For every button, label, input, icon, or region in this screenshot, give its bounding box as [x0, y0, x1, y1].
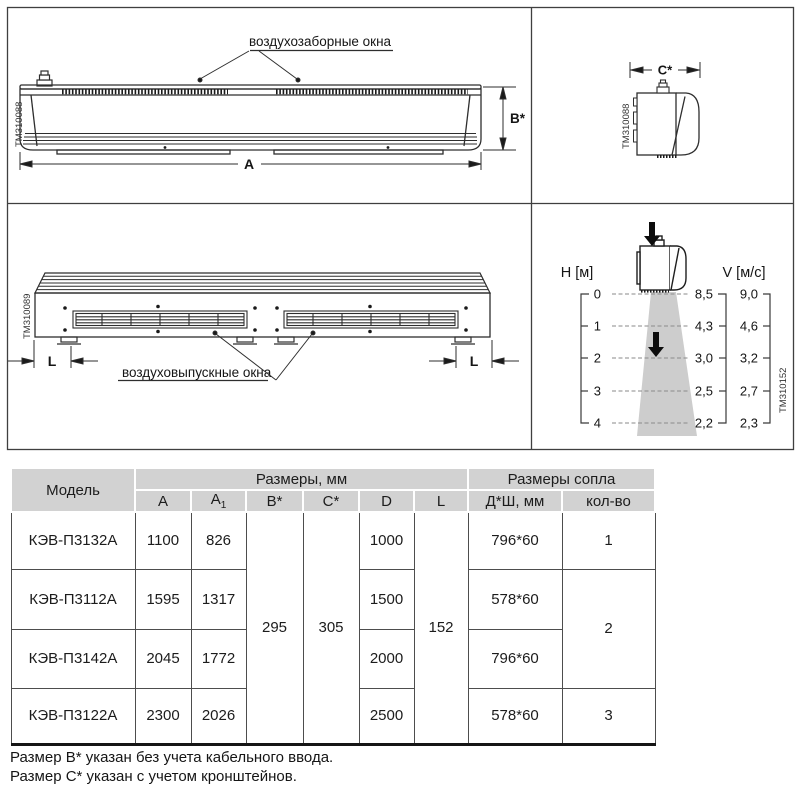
intake-leader-lines [198, 51, 300, 82]
front-view-body [20, 85, 481, 154]
front-view-tm-code: TM310088 [14, 101, 25, 147]
th-col-a1-sub: 1 [220, 500, 227, 511]
cell-model: КЭВ-П3142А [11, 629, 135, 688]
spec-table-header [11, 468, 655, 512]
h-scale-values [594, 287, 601, 431]
cell-d: 1500 [359, 569, 414, 629]
airflow-cone [637, 292, 697, 436]
bottom-view-tm-code: TM310089 [22, 293, 33, 339]
cell-l-shared: 152 [414, 512, 468, 744]
th-col-nozzle-size: Д*Ш, мм [468, 490, 562, 512]
cell-model: КЭВ-П3122А [11, 688, 135, 744]
v-scale-values-1 [695, 287, 713, 431]
v2-scale-bracket [763, 294, 770, 423]
cell-nozzle: 796*60 [468, 512, 562, 569]
h-scale-bracket [581, 294, 589, 423]
cell-a1: 826 [191, 512, 246, 569]
cell-d: 1000 [359, 512, 414, 569]
cell-qty: 1 [562, 512, 655, 569]
th-col-d: D [359, 490, 414, 512]
side-view-drawing [621, 62, 700, 157]
th-col-l: L [414, 490, 468, 512]
cell-nozzle: 578*60 [468, 688, 562, 744]
cell-a1: 1317 [191, 569, 246, 629]
h-value: 1 [593, 318, 601, 334]
th-model: Модель [11, 468, 135, 512]
bottom-view-front-face [35, 293, 490, 337]
cell-a: 1595 [135, 569, 191, 629]
bottom-view-top-face [35, 273, 490, 293]
cell-model: КЭВ-П3132А [11, 512, 135, 569]
outlet-grille-right [284, 311, 458, 328]
screw-dot [387, 146, 390, 149]
v2-value: 4,6 [739, 318, 758, 334]
dim-l-right-label: L [469, 353, 479, 369]
v2-value: 2,3 [739, 415, 758, 431]
dim-b-label: B* [510, 111, 526, 126]
v1-scale-bracket [718, 294, 726, 423]
screw-dot [164, 146, 167, 149]
th-col-a: A [135, 490, 191, 512]
cell-qty: 3 [562, 688, 655, 744]
cell-a1: 1772 [191, 629, 246, 688]
cell-a: 2300 [135, 688, 191, 744]
cable-gland [37, 71, 52, 86]
cell-qty-shared: 2 [562, 569, 655, 688]
th-col-qty: кол-во [562, 490, 655, 512]
bottom-view-drawing [8, 273, 519, 381]
table-row [11, 512, 655, 569]
cell-model: КЭВ-П3112А [11, 569, 135, 629]
th-col-a1 [191, 490, 246, 512]
front-view-drawing [14, 34, 526, 172]
airflow-diagram [561, 222, 789, 436]
v2-value: 9,0 [739, 286, 758, 302]
th-dims-group: Размеры, мм [135, 468, 468, 490]
v1-value: 3,0 [694, 350, 713, 366]
v2-value: 3,2 [739, 350, 758, 366]
outlet-windows-label: воздуховыпускные окна [122, 365, 272, 380]
cell-d: 2000 [359, 629, 414, 688]
footnote-b: Размер B* указан без учета кабельного ввода. [10, 749, 334, 766]
h-axis-label: H [м] [560, 265, 594, 281]
v2-value: 2,7 [739, 383, 758, 399]
v-axis-label: V [м/с] [722, 265, 766, 281]
h-value: 4 [593, 415, 601, 431]
cell-a: 2045 [135, 629, 191, 688]
h-value: 0 [593, 286, 601, 302]
grille-screw-dots [63, 305, 468, 334]
v-scale-values-2 [740, 287, 758, 431]
v1-value: 2,5 [694, 383, 713, 399]
spec-table [10, 467, 656, 746]
cell-c-shared: 305 [303, 512, 359, 744]
dim-c-label: C* [657, 62, 673, 78]
v1-value: 4,3 [694, 318, 713, 334]
footnote-c: Размер C* указан с учетом кронштейнов. [10, 768, 297, 785]
cell-b-shared: 295 [246, 512, 303, 744]
cell-nozzle: 578*60 [468, 569, 562, 629]
dim-l-left-label: L [47, 353, 57, 369]
side-view-body [634, 80, 700, 155]
h-value: 3 [593, 383, 601, 399]
intake-windows-label: воздухозаборные окна [248, 34, 392, 49]
cell-a: 1100 [135, 512, 191, 569]
cell-nozzle: 796*60 [468, 629, 562, 688]
mounting-feet [57, 337, 475, 344]
th-col-c: C* [303, 490, 359, 512]
airflow-tm-code: TM310152 [778, 367, 789, 413]
cell-a1: 2026 [191, 688, 246, 744]
outlet-grille-left [73, 311, 247, 328]
h-value: 2 [593, 350, 601, 366]
dim-a-label: A [243, 156, 255, 172]
th-col-b: B* [246, 490, 303, 512]
cell-d: 2500 [359, 688, 414, 744]
side-view-tm-code: TM310088 [621, 103, 632, 149]
th-nozzle-group: Размеры сопла [468, 468, 655, 490]
v1-value: 2,2 [694, 415, 713, 431]
unit-silhouette [637, 236, 686, 290]
v1-value: 8,5 [694, 286, 713, 302]
th-col-a1-base: A [210, 491, 221, 508]
